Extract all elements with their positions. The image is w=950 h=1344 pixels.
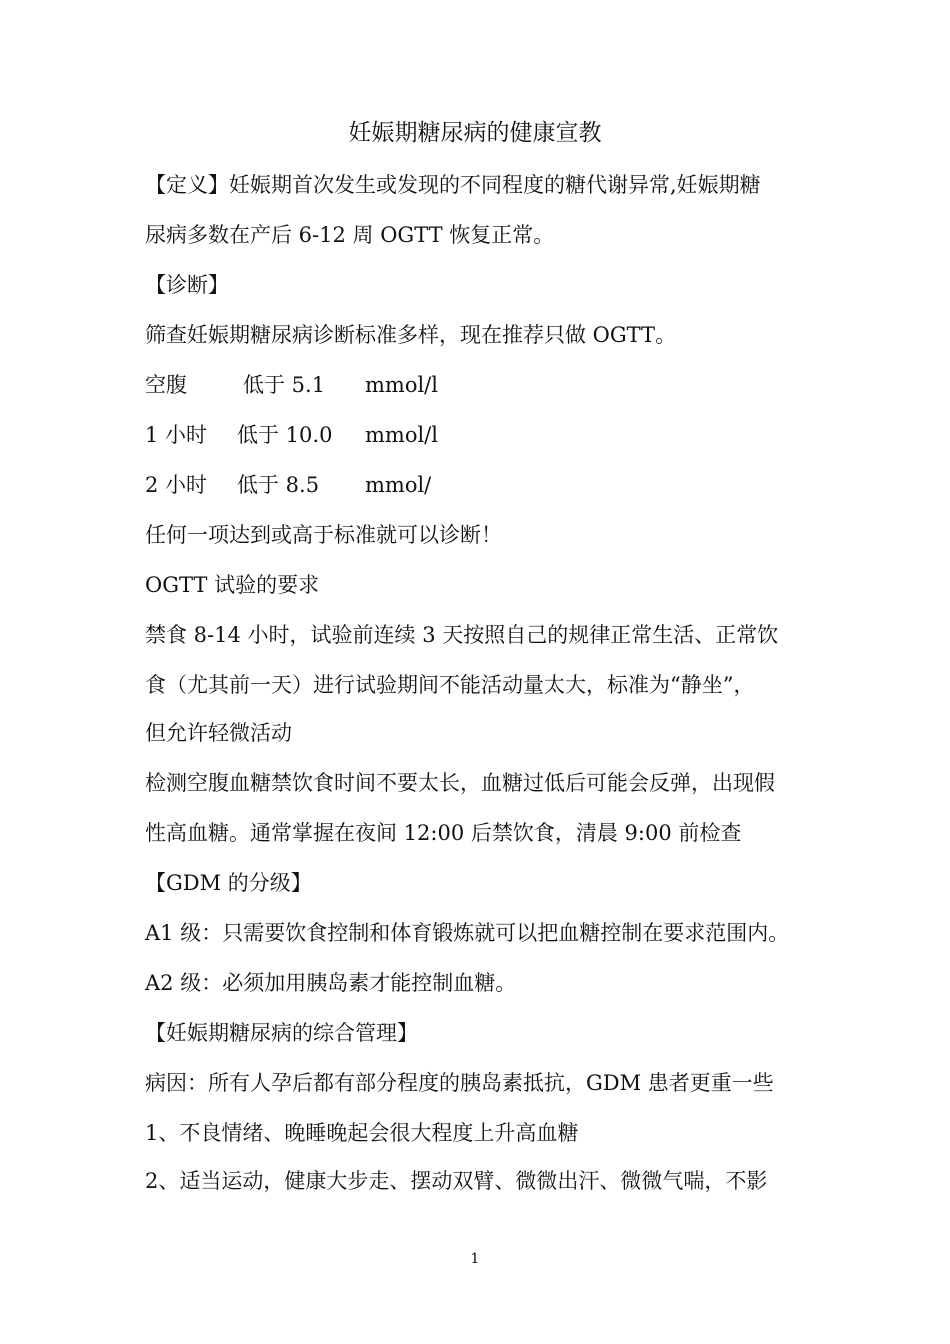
criteria-unit: mmol/l — [365, 373, 438, 397]
definition-line-1: 【定义】妊娠期首次发生或发现的不同程度的糖代谢异常,妊娠期糖 — [145, 173, 761, 197]
diagnosis-heading: 【诊断】 — [145, 273, 229, 297]
criteria-unit: mmol/ — [365, 473, 432, 497]
management-item-2: 2、适当运动，健康大步走、摆动双臂、微微出汗、微微气喘，不影 — [145, 1169, 768, 1193]
document-title: 妊娠期糖尿病的健康宣教 — [348, 120, 602, 146]
criteria-unit: mmol/l — [365, 423, 438, 447]
criteria-time: 1 小时 — [145, 423, 208, 447]
criteria-row-1h — [145, 420, 438, 450]
ogtt-requirement-line-3: 但允许轻微活动 — [145, 721, 292, 745]
criteria-limit: 低于 8.5 — [237, 473, 320, 497]
criteria-time: 2 小时 — [145, 473, 208, 497]
fasting-note-line-1: 检测空腹血糖禁饮食时间不要太长，血糖过低后可能会反弹，出现假 — [145, 771, 775, 795]
fasting-note-line-2: 性高血糖。通常掌握在夜间 12:00 后禁饮食，清晨 9:00 前检查 — [145, 821, 742, 845]
criteria-limit: 低于 5.1 — [243, 373, 326, 397]
ogtt-requirement-line-1: 禁食 8-14 小时，试验前连续 3 天按照自己的规律正常生活、正常饮 — [145, 623, 779, 647]
criteria-row-fasting — [145, 370, 438, 400]
diagnosis-note: 任何一项达到或高于标准就可以诊断！ — [145, 523, 502, 547]
definition-line-2: 尿病多数在产后 6-12 周 OGTT 恢复正常。 — [145, 223, 555, 247]
gdm-grading-heading: 【GDM 的分级】 — [145, 871, 312, 895]
ogtt-requirement-line-2: 食（尤其前一天）进行试验期间不能活动量太大，标准为“静坐”， — [145, 673, 755, 697]
criteria-row-2h — [145, 470, 431, 500]
page-number: 1 — [470, 1251, 480, 1267]
management-heading: 【妊娠期糖尿病的综合管理】 — [145, 1021, 418, 1045]
cause-line: 病因：所有人孕后都有部分程度的胰岛素抵抗，GDM 患者更重一些 — [145, 1071, 774, 1095]
criteria-limit: 低于 10.0 — [237, 423, 333, 447]
grade-a2-line: A2 级：必须加用胰岛素才能控制血糖。 — [145, 971, 517, 995]
screening-line: 筛查妊娠期糖尿病诊断标准多样，现在推荐只做 OGTT。 — [145, 323, 677, 347]
grade-a1-line: A1 级：只需要饮食控制和体育锻炼就可以把血糖控制在要求范围内。 — [145, 921, 790, 945]
criteria-time: 空腹 — [145, 373, 187, 397]
management-item-1: 1、不良情绪、晚睡晚起会很大程度上升高血糖 — [145, 1121, 579, 1145]
ogtt-requirements-heading: OGTT 试验的要求 — [145, 573, 320, 597]
